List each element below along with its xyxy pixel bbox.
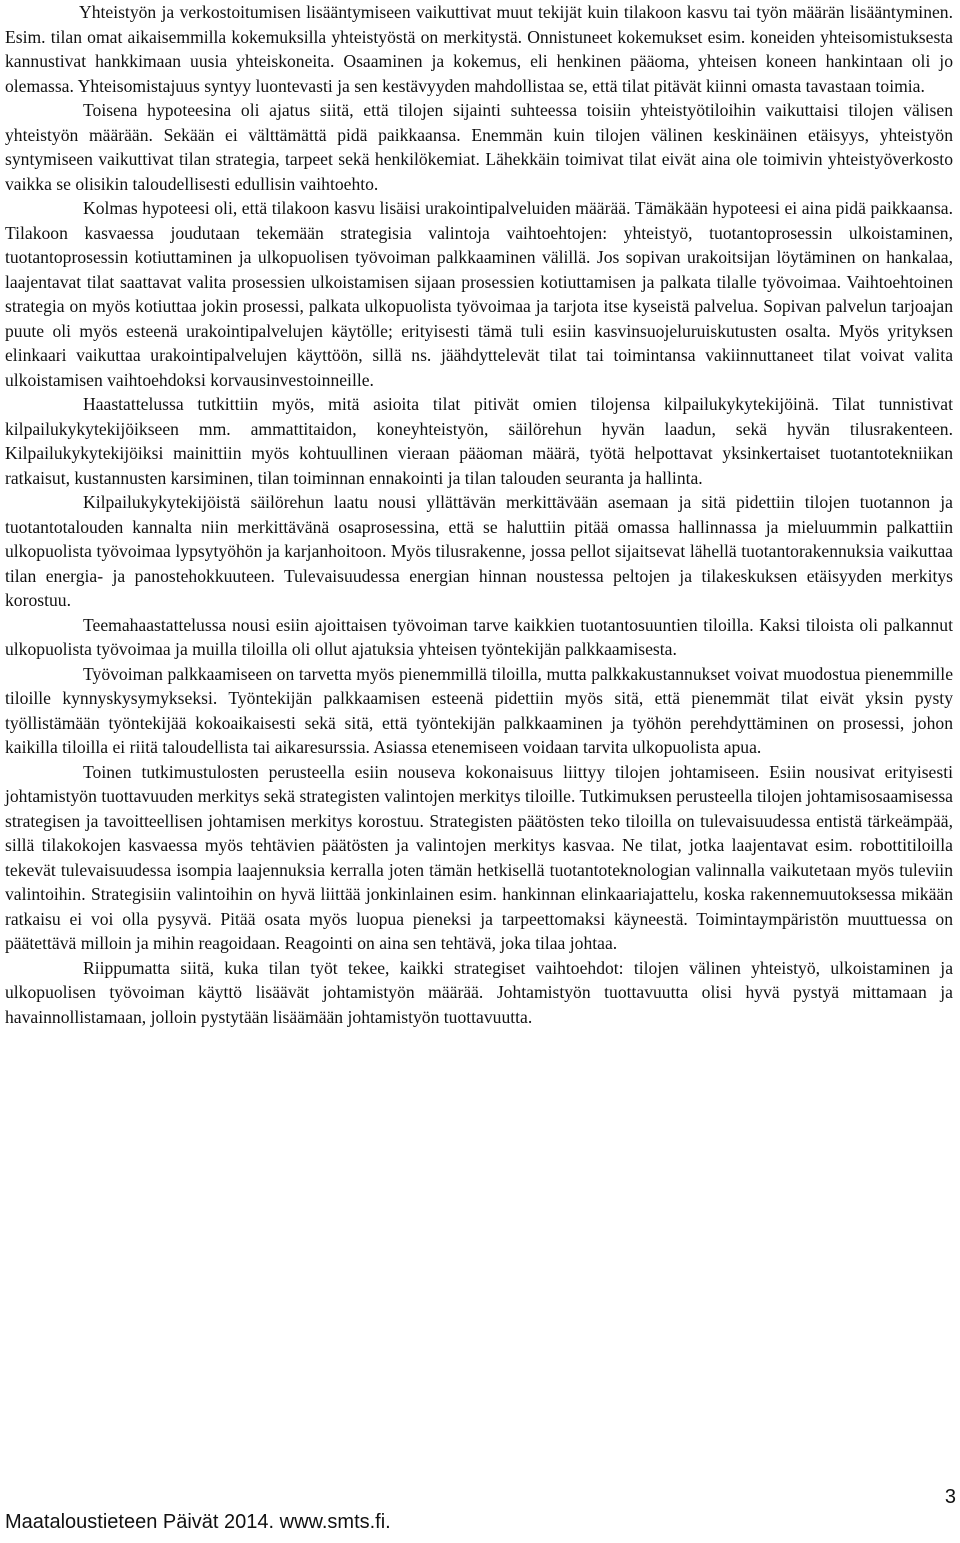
- paragraph-hiring: Työvoiman palkkaamiseen on tarvetta myös pienemmillä tiloilla, mutta palkkakustannukset voivat muodostua pienemmille tiloille kynnyskysymykseksi. Työntekijän palkkaamisen esteenä pidettiin myös sitä, että pienemmät tilat eivät yksin pysty työllistämään työntekijää kokoaikaisesti sekä sitä, että työntekijän palkkaaminen ja työhön perehdyttäminen on prosessi, johon kaikilla tiloilla ei riitä taloudellista tai aikaresurssia. Asiassa etenemiseen voidaan tarvita ulkopuolista apua.: [5, 663, 953, 757]
- paragraph-competitiveness: Haastattelussa tutkittiin myös, mitä asioita tilat pitivät omien tilojensa kilpailukykytekijöinä. Tilat tunnistivat kilpailukykytekijöikseen mm. ammattitaidon, koneyhteistyön, säilörehun hyvän laadun, sekä hyvän tilusrakenteen. Kilpailukykytekijöiksi mainittiin myös kohtuullinen vieraan pääoman määrä, työtä helpottavat yksinkertaiset tuotantotekniikan ratkaisut, kustannusten karsiminen, tilan toiminnan ennakointi ja tilan talouden seuranta ja hallinta.: [5, 394, 953, 488]
- paragraph-management-productivity: Riippumatta siitä, kuka tilan työt tekee, kaikki strategiset vaihtoehdot: tilojen välinen yhteistyö, ulkoistaminen ja ulkopuolisen työvoiman käyttö lisäävät johtamistyön määrää. Johtamistyön tuottavuutta olisi hyvä pystyä mittamaan ja havainnollistamaan, jolloin pystytään lisäämään johtamistyön tuottavuutta.: [5, 957, 953, 1027]
- footer-text: Maataloustieteen Päivät 2014. www.smts.fi.: [5, 1511, 391, 1533]
- paragraph-labour-need: Teemahaastattelussa nousi esiin ajoittaisen työvoiman tarve kaikkien tuotantosuuntien tiloilla. Kaksi tiloista oli palkannut ulkopuolista työvoimaa ja muilla tiloilla oli ollut ajatuksia yhteisen työntekijän palkkaamisesta.: [5, 614, 953, 659]
- paragraph-management: Toinen tutkimustulosten perusteella esiin nouseva kokonaisuus liittyy tilojen johtamiseen. Esiin nousivat erityisesti johtamistyön tuottavuuden merkitys sekä strategisten valintojen merkitys tiloille. Tutkimuksen perusteella tilojen johtamisosaamisessa strategisen ja tavoitteellisen johtamisen merkitys korostuu. Strategisten päätösten teko tiloilla on tulevaisuudessa entistä tärkeämpää, sillä tilakokojen kasvaessa myös tehtävien päätösten ja valintojen merkitys kasvaa. Ne tilat, jotka laajentavat esim. robottitiloilla tekevät tulevaisuudessa isompia laajennuksia kerralla joten tämän hetkisellä tuotantoteknologian valinnalla vaikutetaan myös tuleviin valintoihin. Strategisiin valintoihin on hyvä liittää jonkinlainen esim. hankinnan elinkaariajattelu, koska rakennemuutoksessa mikään ratkaisu ei voi olla pysyvä. Pitää osata myös luopua pieneksi ja tarpeettomaksi käyneestä. Toimintaympäristön muuttuessa on päätettävä milloin ja mihin reagoidaan. Reagointi on aina sen tehtävä, joka tilaa johtaa.: [5, 761, 953, 953]
- page-number: 3: [944, 1486, 956, 1508]
- paragraph-second-hypothesis: Toisena hypoteesina oli ajatus siitä, että tilojen sijainti suhteessa toisiin yhteistyötiloihin vaikuttaisi tilojen välisen yhteistyön määrään. Sekään ei välttämättä pidä paikkaansa. Enemmän kuin tilojen välinen keskinäinen etäisyys, yhteistyön syntymiseen vaikuttivat tilan strategia, tarpeet sekä henkilökemiat. Lähekkäin toimivat tilat eivät aina ole toimivin yhteistyöverkosto vaikka se olisikin taloudellisesti edullisin vaihtoehto.: [5, 100, 953, 194]
- paragraph-cooperation-factors: Yhteistyön ja verkostoitumisen lisääntymiseen vaikuttivat muut tekijät kuin tilakoon kasvu tai työn määrän lisääntyminen. Esim. tilan omat aikaisemmilla kokemuksilla yhteistyöstä on merkitystä. Onnistuneet kokemukset esim. koneiden yhteisomistuksesta kannustivat hankkimaan uusia yhteiskoneita. Osaaminen ja kokemus, eli henkinen pääoma, yhteisen koneen hankintaan oli jo olemassa. Yhteisomistajuus syntyy luontevasti ja sen kestävyyden mahdollistaa se, että tilat pitävät kiinni omasta tavastaan toimia.: [5, 2, 953, 96]
- paragraph-silage-quality: Kilpailukykytekijöistä säilörehun laatu nousi yllättävän merkittävään asemaan ja sitä pidettiin tilojen tuotannon ja tuotantotalouden kannalta niin merkittävänä osaprosessina, että se haluttiin pitää omassa hallinnassa ja mieluummin palkattiin ulkopuolista työvoimaa lypsytyöhön ja karjanhoitoon. Myös tilusrakenne, jossa pellot sijaitsevat lähellä tuotantorakennuksia vaikuttaa tilan energia- ja panostehokkuuteen. Tulevaisuudessa energian hinnan noustessa peltojen ja tilakeskuksen etäisyyden merkitys korostuu.: [5, 492, 953, 610]
- body-text: [5, 0, 953, 1029]
- paragraph-third-hypothesis: Kolmas hypoteesi oli, että tilakoon kasvu lisäisi urakointipalveluiden määrää. Tämäkään hypoteesi ei aina pidä paikkaansa. Tilakoon kasvaessa joudutaan tekemään strategisia valintoja vaihtoehtojen: yhteistyö, tuotantoprosessin ulkoistaminen, tuotantoprosessin kotiuttaminen ja ulkopuolisen työvoiman palkkaaminen välillä. Jos sopivan urakoitsijan löytäminen on hankalaa, laajentavat tilat saattavat valita prosessien ulkoistamisen sijaan prosessien kotiuttamisen ja palkata tilalle työvoimaa. Vaihtoehtoinen strategia on myös kotiuttaa jokin prosessi, palkata ulkopuolista työvoimaa ja tarjota itse kyseistä palvelua. Sopivan palvelun tarjoajan puute oli myös esteenä urakointipalvelujen käytölle; erityisesti tämä tuli esiin kasvinsuojeluruiskutusten osalta. Myös yrityksen elinkaari vaikuttaa urakointipalvelujen käyttöön, sillä ns. jäähdyttelevät tilat tai toimintansa vakiinnuttaneet tilat voivat valita ulkoistamisen vaihtoehdoksi korvausinvestoinneille.: [5, 198, 953, 390]
